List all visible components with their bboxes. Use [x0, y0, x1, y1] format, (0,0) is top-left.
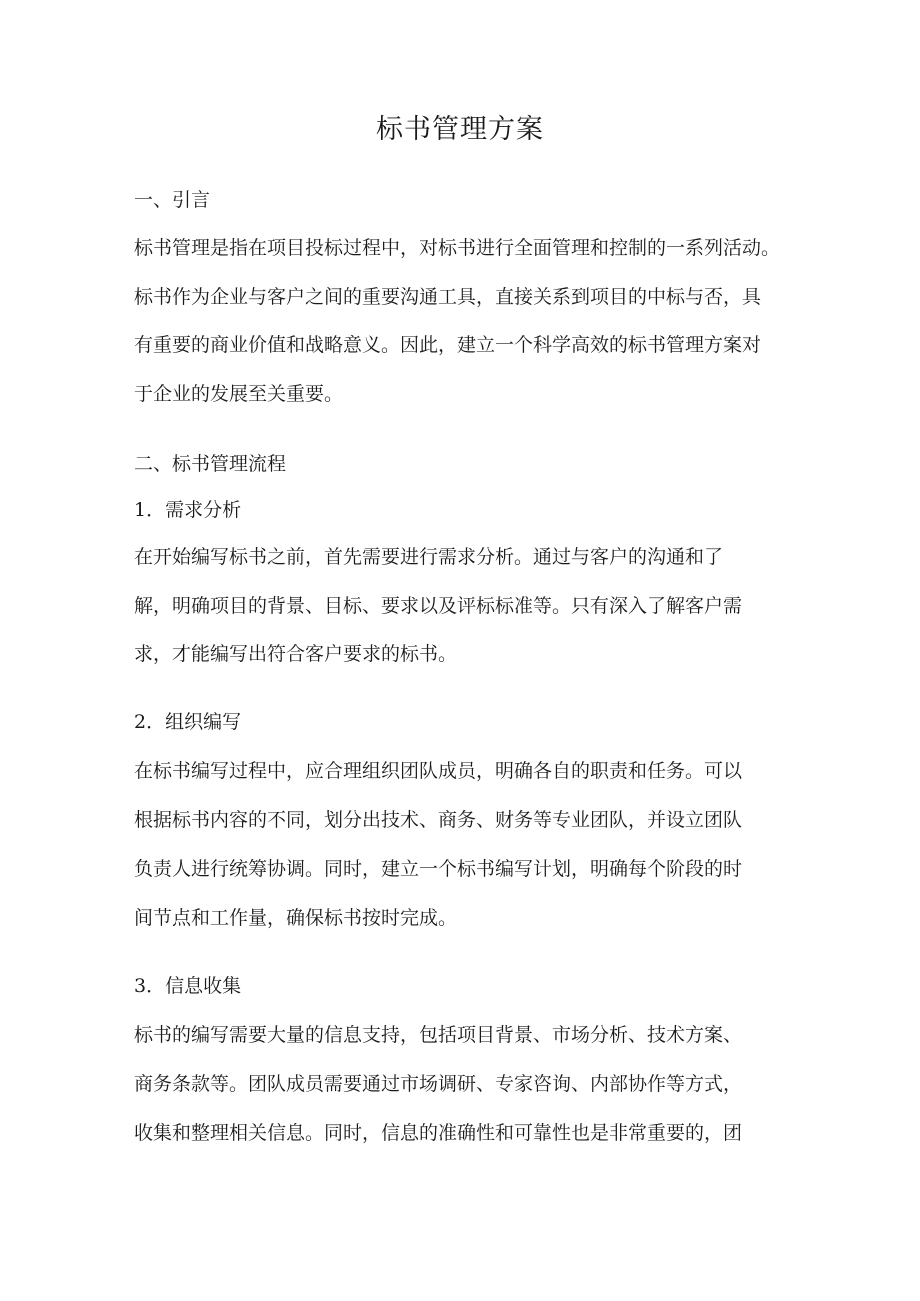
- paragraph-line: 在标书编写过程中，应合理组织团队成员，明确各自的职责和任务。可以: [134, 760, 743, 782]
- paragraph-line: 标书作为企业与客户之间的重要沟通工具，直接关系到项目的中标与否，具: [134, 286, 762, 308]
- paragraph-line: 收集和整理相关信息。同时，信息的准确性和可靠性也是非常重要的，团: [134, 1122, 743, 1144]
- paragraph-line: 标书的编写需要大量的信息支持，包括项目背景、市场分析、技术方案、: [134, 1024, 743, 1046]
- paragraph-line: 负责人进行统筹协调。同时，建立一个标书编写计划，明确每个阶段的时: [134, 858, 743, 880]
- subsection-heading-requirements: 1．需求分析: [134, 499, 242, 521]
- paragraph-line: 有重要的商业价值和战略意义。因此，建立一个科学高效的标书管理方案对: [134, 334, 762, 356]
- paragraph-line: 根据标书内容的不同，划分出技术、商务、财务等专业团队，并设立团队: [134, 809, 743, 831]
- paragraph-line: 在开始编写标书之前，首先需要进行需求分析。通过与客户的沟通和了: [134, 546, 724, 568]
- subsection-heading-organization: 2．组织编写: [134, 711, 242, 733]
- paragraph-line: 解，明确项目的背景、目标、要求以及评标标准等。只有深入了解客户需: [134, 595, 743, 617]
- paragraph-line: 标书管理是指在项目投标过程中，对标书进行全面管理和控制的一系列活动。: [134, 237, 781, 259]
- paragraph-line: 商务条款等。团队成员需要通过市场调研、专家咨询、内部协作等方式，: [134, 1073, 743, 1095]
- subsection-heading-information: 3．信息收集: [134, 975, 242, 997]
- section-heading-introduction: 一、引言: [134, 189, 211, 211]
- paragraph-line: 求，才能编写出符合客户要求的标书。: [134, 643, 458, 665]
- document-title: 标书管理方案: [376, 114, 544, 145]
- paragraph-line: 于企业的发展至关重要。: [134, 383, 344, 405]
- paragraph-line: 间节点和工作量，确保标书按时完成。: [134, 907, 458, 929]
- section-heading-process: 二、标书管理流程: [134, 453, 287, 475]
